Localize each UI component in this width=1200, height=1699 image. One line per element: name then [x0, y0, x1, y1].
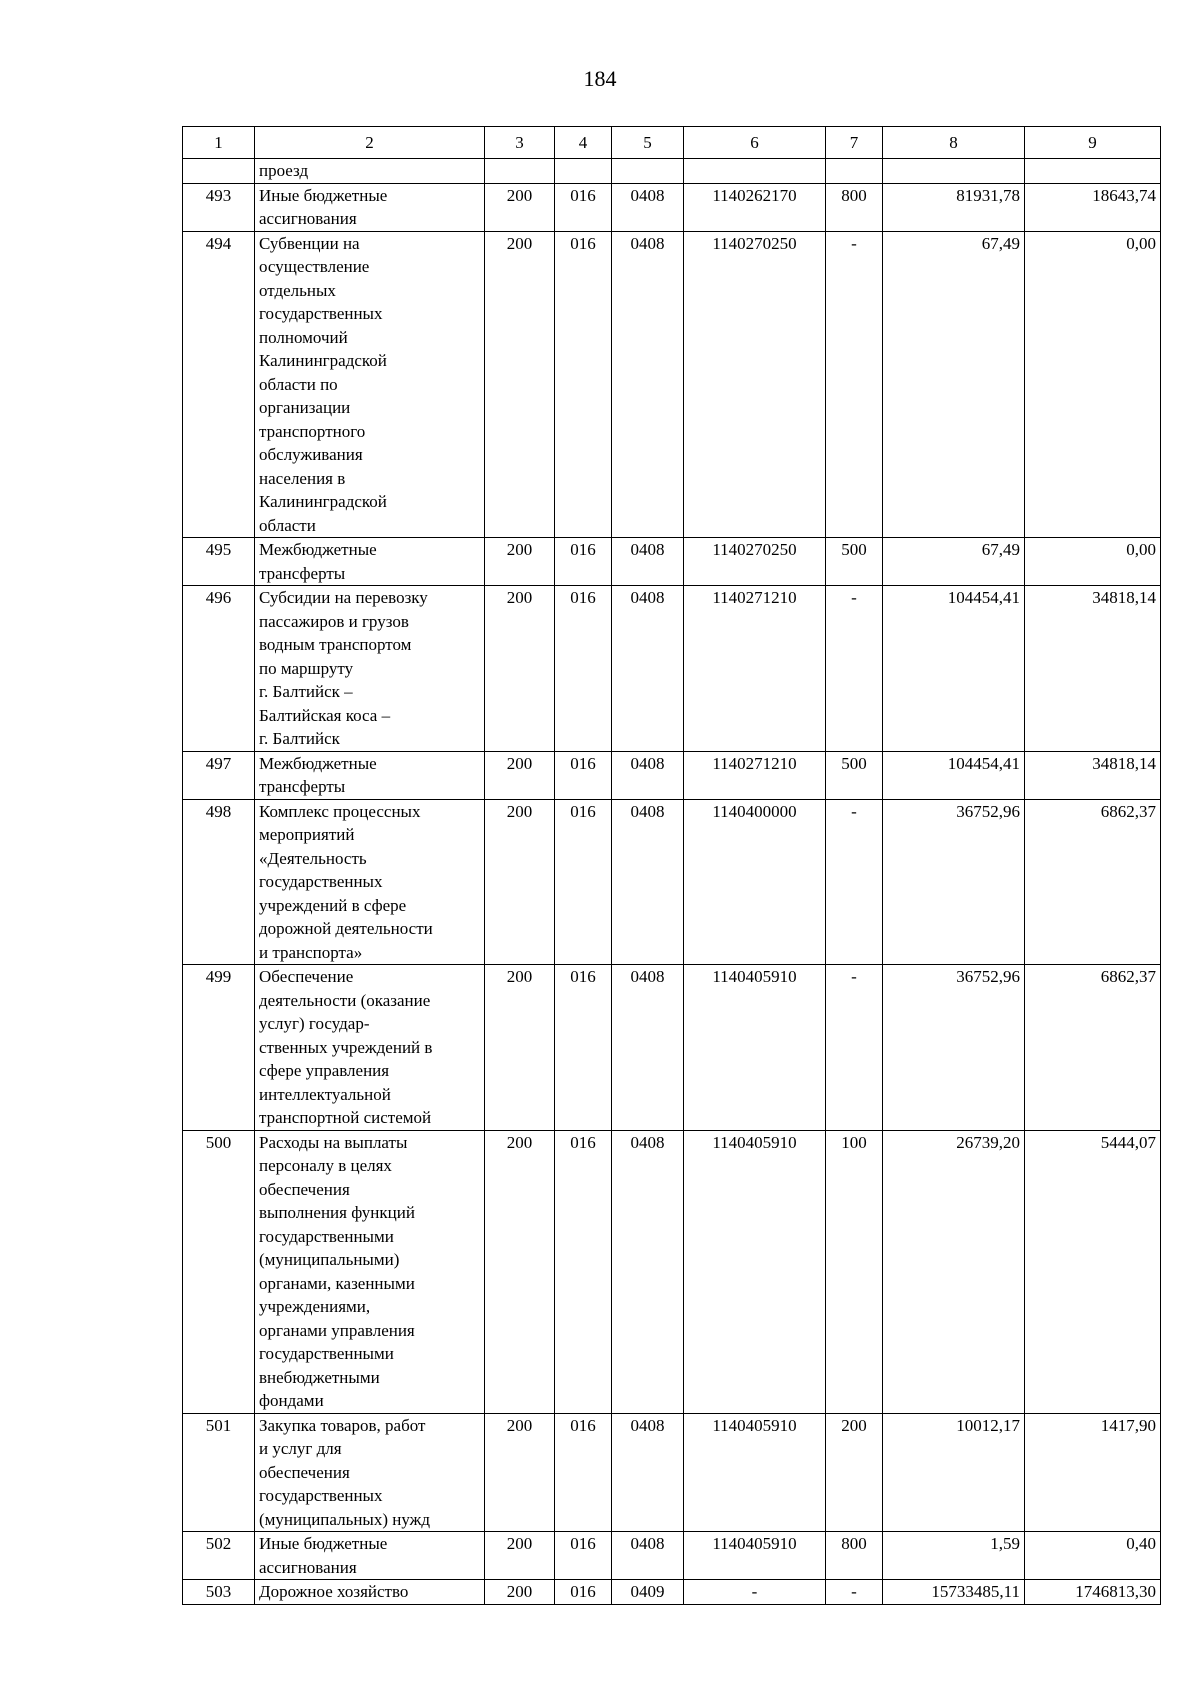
cell-col-4: 016	[555, 1532, 612, 1580]
cell-col-5: 0408	[612, 799, 684, 965]
row-name: Дорожное хозяйство	[255, 1580, 485, 1605]
cell-col-5: 0408	[612, 183, 684, 231]
table-row	[183, 159, 1161, 184]
column-header: 4	[555, 127, 612, 159]
cell-col-7: -	[826, 799, 883, 965]
cell-col-5: 0408	[612, 1130, 684, 1413]
cell-col-9-amount: 1417,90	[1025, 1413, 1161, 1532]
column-header: 2	[255, 127, 485, 159]
cell-col-6: 1140405910	[684, 965, 826, 1131]
cell-col-3: 200	[485, 231, 555, 538]
row-number: 502	[183, 1532, 255, 1580]
row-name: Межбюджетные трансферты	[255, 538, 485, 586]
cell-col-4: 016	[555, 586, 612, 752]
cell-col-9-amount: 0,40	[1025, 1532, 1161, 1580]
table-row	[183, 183, 1161, 231]
cell-col-4: 016	[555, 183, 612, 231]
row-number	[183, 159, 255, 184]
cell-col-7: -	[826, 231, 883, 538]
cell-col-7: 100	[826, 1130, 883, 1413]
cell-col-5: 0408	[612, 231, 684, 538]
cell-col-9-amount: 6862,37	[1025, 965, 1161, 1131]
row-number: 500	[183, 1130, 255, 1413]
cell-col-6	[684, 159, 826, 184]
row-number: 496	[183, 586, 255, 752]
table-body	[183, 159, 1161, 1605]
cell-col-7	[826, 159, 883, 184]
cell-col-3	[485, 159, 555, 184]
row-name: Закупка товаров, работ и услуг для обеспечения государственных (муниципальных) нужд	[255, 1413, 485, 1532]
cell-col-3: 200	[485, 799, 555, 965]
cell-col-5: 0408	[612, 965, 684, 1131]
cell-col-5	[612, 159, 684, 184]
cell-col-8-amount: 15733485,11	[883, 1580, 1025, 1605]
cell-col-3: 200	[485, 586, 555, 752]
table-row	[183, 1413, 1161, 1532]
table-header-row	[183, 127, 1161, 159]
budget-table	[182, 126, 1161, 1605]
row-name: Расходы на выплаты персоналу в целях обеспечения выполнения функций государственными (муниципальными) органами, казенными учреждениями, органами управления государственными внебюджетными фондами	[255, 1130, 485, 1413]
column-header: 5	[612, 127, 684, 159]
column-header: 3	[485, 127, 555, 159]
cell-col-9-amount: 34818,14	[1025, 751, 1161, 799]
table-row	[183, 1130, 1161, 1413]
cell-col-3: 200	[485, 1413, 555, 1532]
cell-col-4: 016	[555, 1413, 612, 1532]
table-row	[183, 231, 1161, 538]
cell-col-8-amount: 67,49	[883, 538, 1025, 586]
row-name: Межбюджетные трансферты	[255, 751, 485, 799]
table-row	[183, 1580, 1161, 1605]
cell-col-3: 200	[485, 1532, 555, 1580]
cell-col-7: -	[826, 965, 883, 1131]
cell-col-4: 016	[555, 538, 612, 586]
column-header: 1	[183, 127, 255, 159]
row-number: 493	[183, 183, 255, 231]
cell-col-3: 200	[485, 1580, 555, 1605]
row-name: Иные бюджетные ассигнования	[255, 183, 485, 231]
cell-col-3: 200	[485, 965, 555, 1131]
row-name: проезд	[255, 159, 485, 184]
row-name: Субсидии на перевозку пассажиров и грузов водным транспортом по маршруту г. Балтийск – Балтийская коса – г. Балтийск	[255, 586, 485, 752]
table-row	[183, 1532, 1161, 1580]
cell-col-7: 800	[826, 1532, 883, 1580]
cell-col-6: 1140271210	[684, 751, 826, 799]
cell-col-9-amount	[1025, 159, 1161, 184]
column-header: 8	[883, 127, 1025, 159]
cell-col-4	[555, 159, 612, 184]
row-name: Субвенции на осуществление отдельных государственных полномочий Калининградской области по организации транспортного обслуживания населения в Калининградской области	[255, 231, 485, 538]
cell-col-6: 1140405910	[684, 1532, 826, 1580]
cell-col-6: 1140271210	[684, 586, 826, 752]
row-number: 503	[183, 1580, 255, 1605]
table-row	[183, 751, 1161, 799]
cell-col-5: 0408	[612, 1413, 684, 1532]
cell-col-3: 200	[485, 538, 555, 586]
page-number: 184	[583, 66, 617, 91]
cell-col-3: 200	[485, 751, 555, 799]
cell-col-6: 1140270250	[684, 231, 826, 538]
cell-col-8-amount: 10012,17	[883, 1413, 1025, 1532]
cell-col-6: 1140262170	[684, 183, 826, 231]
row-name: Комплекс процессных мероприятий «Деятельность государственных учреждений в сфере дорожной деятельности и транспорта»	[255, 799, 485, 965]
cell-col-9-amount: 0,00	[1025, 538, 1161, 586]
column-header: 6	[684, 127, 826, 159]
cell-col-9-amount: 34818,14	[1025, 586, 1161, 752]
cell-col-6: -	[684, 1580, 826, 1605]
cell-col-7: -	[826, 586, 883, 752]
cell-col-4: 016	[555, 751, 612, 799]
cell-col-5: 0408	[612, 586, 684, 752]
row-number: 497	[183, 751, 255, 799]
column-header: 9	[1025, 127, 1161, 159]
cell-col-8-amount: 81931,78	[883, 183, 1025, 231]
cell-col-7: 500	[826, 751, 883, 799]
cell-col-8-amount: 36752,96	[883, 965, 1025, 1131]
cell-col-7: 500	[826, 538, 883, 586]
row-number: 498	[183, 799, 255, 965]
cell-col-8-amount	[883, 159, 1025, 184]
cell-col-7: 800	[826, 183, 883, 231]
table-row	[183, 799, 1161, 965]
cell-col-5: 0408	[612, 1532, 684, 1580]
row-name: Обеспечение деятельности (оказание услуг) государ- ственных учреждений в сфере управления интеллектуальной транспортной системой	[255, 965, 485, 1131]
cell-col-8-amount: 67,49	[883, 231, 1025, 538]
cell-col-9-amount: 18643,74	[1025, 183, 1161, 231]
cell-col-4: 016	[555, 799, 612, 965]
cell-col-7: 200	[826, 1413, 883, 1532]
cell-col-6: 1140400000	[684, 799, 826, 965]
cell-col-4: 016	[555, 1130, 612, 1413]
cell-col-6: 1140270250	[684, 538, 826, 586]
cell-col-6: 1140405910	[684, 1130, 826, 1413]
cell-col-3: 200	[485, 1130, 555, 1413]
cell-col-4: 016	[555, 231, 612, 538]
cell-col-9-amount: 0,00	[1025, 231, 1161, 538]
cell-col-8-amount: 104454,41	[883, 751, 1025, 799]
cell-col-9-amount: 1746813,30	[1025, 1580, 1161, 1605]
row-number: 495	[183, 538, 255, 586]
cell-col-7: -	[826, 1580, 883, 1605]
cell-col-8-amount: 36752,96	[883, 799, 1025, 965]
cell-col-3: 200	[485, 183, 555, 231]
row-number: 501	[183, 1413, 255, 1532]
cell-col-8-amount: 1,59	[883, 1532, 1025, 1580]
cell-col-4: 016	[555, 1580, 612, 1605]
cell-col-8-amount: 26739,20	[883, 1130, 1025, 1413]
cell-col-9-amount: 5444,07	[1025, 1130, 1161, 1413]
row-name: Иные бюджетные ассигнования	[255, 1532, 485, 1580]
cell-col-8-amount: 104454,41	[883, 586, 1025, 752]
table-row	[183, 965, 1161, 1131]
cell-col-5: 0409	[612, 1580, 684, 1605]
table-row	[183, 586, 1161, 752]
cell-col-5: 0408	[612, 751, 684, 799]
cell-col-9-amount: 6862,37	[1025, 799, 1161, 965]
cell-col-6: 1140405910	[684, 1413, 826, 1532]
column-header: 7	[826, 127, 883, 159]
cell-col-5: 0408	[612, 538, 684, 586]
row-number: 494	[183, 231, 255, 538]
row-number: 499	[183, 965, 255, 1131]
table-row	[183, 538, 1161, 586]
cell-col-4: 016	[555, 965, 612, 1131]
